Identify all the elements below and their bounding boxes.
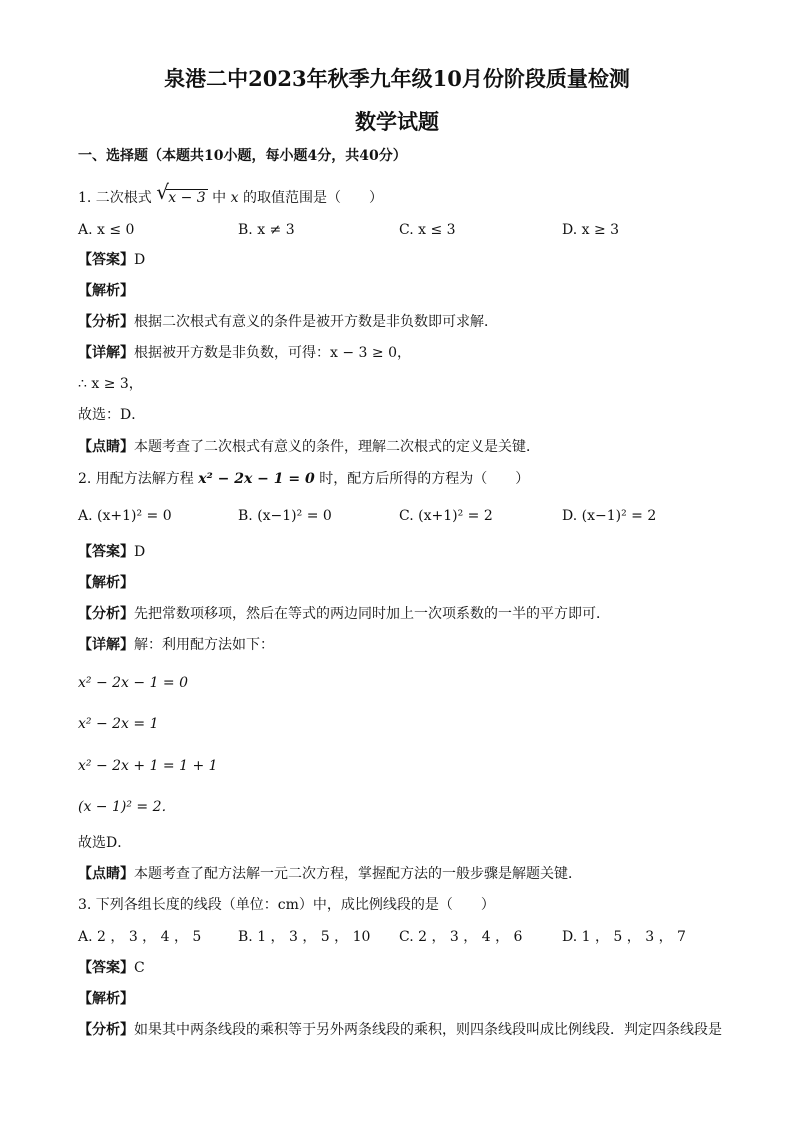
- q1-stem-part-c: 的取值范围是（ ）: [242, 190, 383, 206]
- q1-radical: [156, 180, 207, 208]
- q2-option-d: D. (x−1)² = 2: [562, 508, 657, 524]
- q2-option-a: A. (x+1)² = 0: [78, 508, 172, 524]
- q1-option-c: C. x ≤ 3: [399, 222, 456, 238]
- q3-option-d: D. 1 ， 5 ， 3 ， 7: [562, 929, 686, 945]
- q1-stem: [78, 180, 383, 208]
- fenxi-text: 先把常数项移项，然后在等式的两边同时加上一次项系数的一半的平方即可．: [134, 606, 610, 622]
- q3-answer: [78, 958, 145, 978]
- q3-analysis-tag: 【解析】: [78, 991, 134, 1007]
- dianjing-tag: 【点睛】: [78, 439, 134, 455]
- xiangjie-tag: 【详解】: [78, 345, 134, 361]
- q1-fenxi: [78, 312, 498, 332]
- q3-option-b: B. 1 ， 3 ， 5 ， 10: [238, 929, 371, 945]
- answer-value: C: [134, 960, 145, 976]
- q2-xiangjie: [78, 635, 274, 655]
- dianjing-tag: 【点睛】: [78, 866, 134, 882]
- section-heading: 一、选择题（本题共10小题，每小题4分，共40分）: [78, 148, 407, 164]
- page-title: 泉港二中2023年秋季九年级10月份阶段质量检测: [164, 66, 630, 91]
- page-subtitle: 数学试题: [355, 109, 439, 134]
- q2-step-2: x² − 2x = 1: [78, 716, 159, 732]
- q2-analysis-tag: 【解析】: [78, 575, 134, 591]
- xiangjie-text: 根据被开方数是非负数，可得：x − 3 ≥ 0，: [134, 345, 411, 361]
- q1-dianjing: [78, 437, 540, 457]
- q1-var: x: [230, 190, 239, 206]
- q3-option-c: C. 2 ， 3 ， 4 ， 6: [399, 929, 523, 945]
- dianjing-text: 本题考查了配方法解一元二次方程，掌握配方法的一般步骤是解题关键．: [134, 866, 582, 882]
- q1-answer: [78, 250, 145, 270]
- xiangjie-tag: 【详解】: [78, 637, 134, 653]
- q2-fenxi: [78, 604, 610, 624]
- q1-radicand: x − 3: [168, 190, 206, 206]
- q2-stem-part-a: 2. 用配方法解方程: [78, 471, 194, 487]
- q1-choose: 故选：D．: [78, 407, 146, 423]
- q1-therefore: ∴ x ≥ 3，: [78, 376, 143, 392]
- answer-value: D: [134, 252, 146, 268]
- q3-option-a: A. 2 ， 3 ， 4 ， 5: [78, 929, 202, 945]
- answer-tag: 【答案】: [78, 960, 134, 976]
- q3-stem: 3. 下列各组长度的线段（单位：cm）中，成比例线段的是（ ）: [78, 897, 495, 913]
- q2-stem: [78, 469, 529, 489]
- q3-fenxi: [78, 1020, 722, 1040]
- q2-step-3: x² − 2x + 1 = 1 + 1: [78, 758, 218, 774]
- q2-step-4: (x − 1)² = 2．: [78, 799, 176, 815]
- q2-step-1: x² − 2x − 1 = 0: [78, 675, 189, 691]
- q1-stem-part-b: 中: [212, 190, 227, 206]
- q2-choose: 故选D．: [78, 835, 132, 851]
- q2-answer: [78, 542, 145, 562]
- q2-equation: x² − 2x − 1 = 0: [198, 471, 315, 487]
- fenxi-tag: 【分析】: [78, 606, 134, 622]
- radical-sign-icon: √: [156, 180, 170, 204]
- dianjing-text: 本题考查了二次根式有意义的条件，理解二次根式的定义是关键．: [134, 439, 540, 455]
- answer-tag: 【答案】: [78, 544, 134, 560]
- fenxi-tag: 【分析】: [78, 314, 134, 330]
- fenxi-text: 根据二次根式有意义的条件是被开方数是非负数即可求解．: [134, 314, 498, 330]
- q1-stem-part-a: 1. 二次根式: [78, 190, 152, 206]
- q2-option-b: B. (x−1)² = 0: [238, 508, 332, 524]
- answer-tag: 【答案】: [78, 252, 134, 268]
- q1-xiangjie: [78, 343, 411, 363]
- q2-stem-part-b: 时，配方后所得的方程为（ ）: [319, 471, 530, 487]
- q1-analysis-tag: 【解析】: [78, 283, 134, 299]
- fenxi-tag: 【分析】: [78, 1022, 134, 1038]
- q1-option-a: A. x ≤ 0: [78, 222, 135, 238]
- q1-option-d: D. x ≥ 3: [562, 222, 620, 238]
- xiangjie-text: 解：利用配方法如下：: [134, 637, 274, 653]
- q1-option-b: B. x ≠ 3: [238, 222, 295, 238]
- q2-dianjing: [78, 864, 582, 884]
- answer-value: D: [134, 544, 146, 560]
- fenxi-text: 如果其中两条线段的乘积等于另外两条线段的乘积，则四条线段叫成比例线段．判定四条线段是: [134, 1022, 722, 1038]
- q2-option-c: C. (x+1)² = 2: [399, 508, 493, 524]
